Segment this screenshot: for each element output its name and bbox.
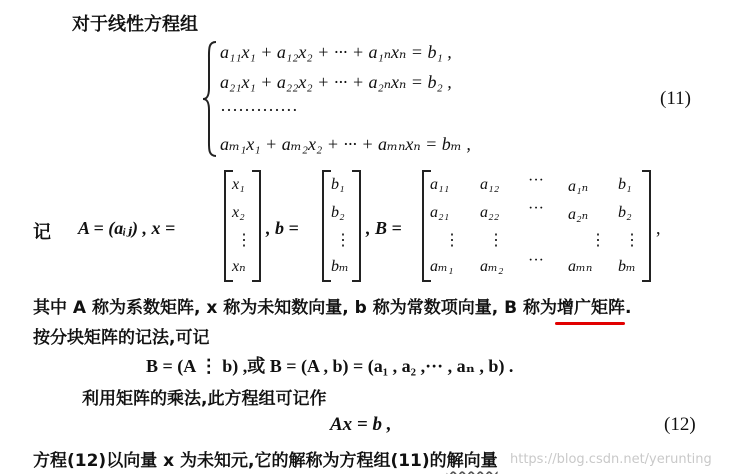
sentence4-main: 方程(12)以向量 x 为未知元,它的解称为方程组(11)的: [33, 451, 447, 471]
x-vector-right-bracket: [252, 170, 261, 282]
matrix-cell: a₁₂: [480, 176, 500, 193]
watermark: https://blog.csdn.net/yerunting: [510, 452, 712, 467]
matrix-cell: aₘₙ: [568, 258, 593, 275]
sentence-main-text: 其中 A 称为系数矩阵, x 称为未知数向量, b 称为常数项向量, B 称为: [33, 298, 557, 318]
matrix-cell: ⋮: [624, 232, 640, 249]
b-vector-right-bracket: [352, 170, 361, 282]
x-vector-entry: x₁: [232, 176, 245, 193]
red-underline: [555, 322, 625, 325]
equation-row-m: aₘ₁x₁ + aₘ₂x₂ + ··· + aₘₙxₙ = bₘ ,: [220, 134, 471, 154]
x-vector-entry: x₂: [232, 204, 245, 221]
equation-row-ellipsis: ·············: [220, 100, 298, 120]
b-vector-entry: ⋮: [335, 232, 351, 249]
matrix-cell: aₘ₁: [430, 258, 454, 275]
matrix-cell: ⋮: [590, 232, 606, 249]
intro-text: 对于线性方程组: [72, 14, 198, 35]
matrix-cell: ···: [528, 172, 544, 189]
augmented-matrix-term-text: 增广矩阵: [556, 298, 625, 318]
definition-comma: ,: [656, 218, 661, 238]
matrix-cell: ⋮: [488, 232, 504, 249]
x-vector-entry: xₙ: [232, 258, 246, 275]
block-formula: B = (A ⋮ b) ,或 B = (A , b) = (a₁ , a₂ ,··· , aₙ , b) .: [146, 356, 514, 376]
b-definition: , b =: [266, 218, 299, 238]
left-brace: [201, 40, 219, 158]
matrix-cell: a₁₁: [430, 176, 450, 193]
equation-row-2: a₂₁x₁ + a₂₂x₂ + ··· + a₂ₙxₙ = b₂ ,: [220, 72, 452, 92]
matrix-cell: b₁: [618, 176, 632, 193]
matrix-cell: aₘ₂: [480, 258, 504, 275]
x-vector-entry: ⋮: [236, 232, 252, 249]
ji-label: 记: [33, 222, 51, 243]
B-matrix-right-bracket: [642, 170, 651, 282]
b-vector-entry: b₂: [331, 204, 345, 221]
sentence-coefficient-matrix: [33, 293, 631, 318]
b-vector-entry: bₘ: [331, 258, 349, 275]
equation-number-11: (11): [660, 88, 691, 109]
sentence-block-notation: 按分块矩阵的记法,可记: [33, 328, 210, 348]
compact-equation: Ax = b ,: [330, 414, 392, 435]
A-definition: A = (aᵢⱼ) , x =: [78, 218, 176, 238]
matrix-cell: b₂: [618, 204, 632, 221]
matrix-cell: bₘ: [618, 258, 636, 275]
matrix-cell: a₁ₙ: [568, 178, 589, 195]
b-vector-left-bracket: [322, 170, 331, 282]
solution-vector-term: 解向量: [446, 451, 498, 471]
matrix-cell: ⋮: [444, 232, 460, 249]
sentence-matrix-multiplication: 利用矩阵的乘法,此方程组可记作: [82, 389, 327, 409]
augmented-matrix-term: [557, 298, 625, 318]
sentence-solution-vector: [33, 446, 498, 471]
matrix-cell: ···: [528, 200, 544, 217]
B-definition: , B =: [366, 218, 402, 238]
matrix-cell: a₂₂: [480, 204, 500, 221]
matrix-cell: ···: [528, 252, 544, 269]
equation-number-12: (12): [664, 414, 696, 435]
sentence-period: .: [624, 298, 632, 318]
b-vector-entry: b₁: [331, 176, 345, 193]
matrix-cell: a₂₁: [430, 204, 450, 221]
matrix-cell: a₂ₙ: [568, 206, 589, 223]
equation-row-1: a₁₁x₁ + a₁₂x₂ + ··· + a₁ₙxₙ = b₁ ,: [220, 42, 452, 62]
